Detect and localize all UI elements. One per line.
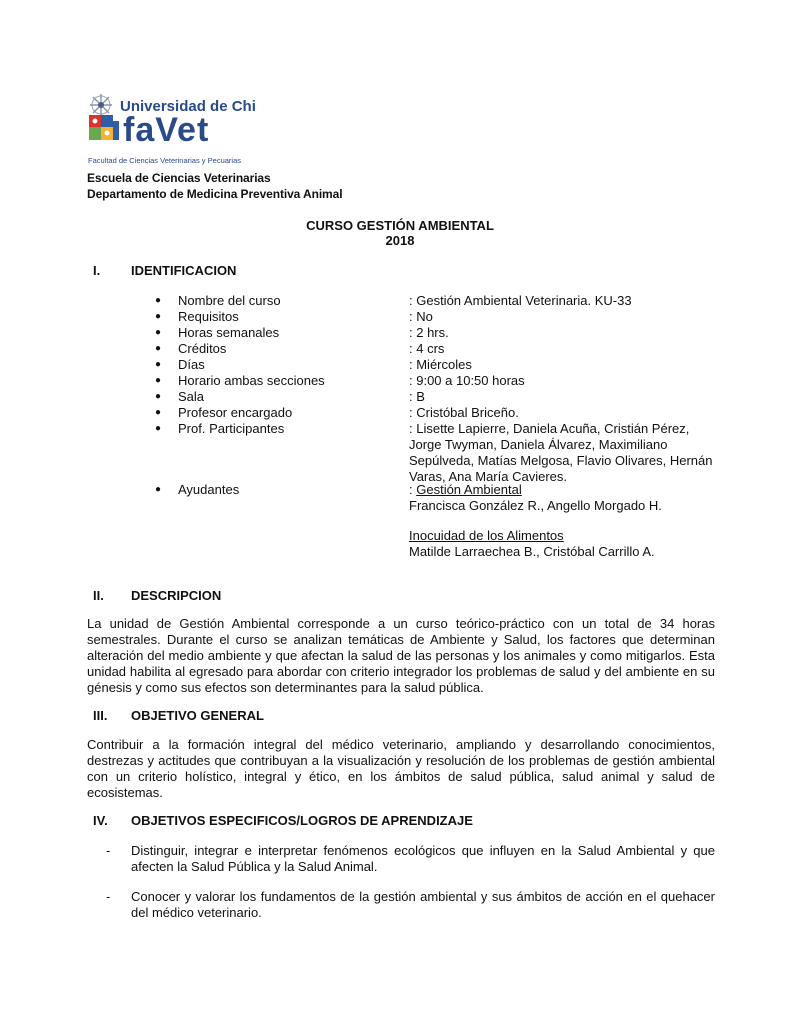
ident-label: Prof. Participantes	[178, 421, 285, 436]
ident-value: : B	[409, 389, 425, 404]
university-logo	[86, 93, 256, 165]
ident-label: Días	[178, 357, 205, 372]
bullet-icon: ●	[155, 484, 162, 495]
mosaic-icon	[89, 115, 119, 140]
ayudantes-names: Francisca González R., Angello Morgado H.	[409, 498, 662, 513]
ident-value: : Cristóbal Briceño.	[409, 405, 519, 420]
section-number: I.	[93, 263, 101, 278]
ayudantes-names: Matilde Larraechea B., Cristóbal Carrillo A.	[409, 544, 655, 559]
paragraph-line: alteración del medio ambiente y que afectan la salud de las personas y los animales y como mitigarlos. Esta	[87, 648, 715, 663]
participantes-line: Varas, Ana María Cavieres.	[409, 469, 567, 484]
ident-label: Horas semanales	[178, 325, 280, 340]
bullet-icon: ●	[155, 375, 162, 386]
bullet-icon: ●	[155, 407, 162, 418]
objetivo-line: Distinguir, integrar e interpretar fenómenos ecológicos que influyen en la Salud Ambiental y que	[131, 843, 715, 858]
ident-label: Horario ambas secciones	[178, 373, 325, 388]
ayudantes-list	[409, 482, 719, 560]
ident-row	[0, 357, 800, 373]
descripcion-paragraph	[87, 616, 715, 696]
ident-row	[0, 325, 800, 341]
paragraph-line: semestrales. Durante el curso se analizan temáticas de Ambiente y Salud, los factores que determinan	[87, 632, 715, 647]
ayudantes-group-title: Inocuidad de los Alimentos	[409, 528, 564, 543]
section-title-descripcion: DESCRIPCION	[131, 588, 222, 603]
paragraph-line: génesis y como sus efectos son determinantes para la salud pública.	[87, 680, 484, 695]
paragraph-line: ecosistemas.	[87, 785, 163, 800]
paragraph-line: con un criterio holístico, integral y ético, en los ámbitos de salud pública, salud animal y salud de	[87, 769, 715, 784]
ident-label: Ayudantes	[178, 482, 240, 497]
objetivo-line: Conocer y valorar los fundamentos de la gestión ambiental y sus ámbitos de acción en el quehacer	[131, 889, 715, 904]
objetivo-line: del médico veterinario.	[131, 905, 262, 920]
participantes-list	[409, 421, 719, 485]
objetivo-item	[131, 889, 715, 921]
participantes-line: Sepúlveda, Matías Melgosa, Flavio Olivares, Hernán	[409, 453, 713, 468]
favet-wordmark: faVet	[123, 111, 210, 149]
bullet-icon: ●	[155, 423, 162, 434]
section-title-objetivo-general: OBJETIVO GENERAL	[131, 708, 264, 723]
ident-value: : 4 crs	[409, 341, 445, 356]
section-number: IV.	[93, 813, 108, 828]
objetivo-item	[131, 843, 715, 875]
ident-value: : No	[409, 309, 433, 324]
section-number: II.	[93, 588, 104, 603]
section-title-identificacion: IDENTIFICACION	[131, 263, 237, 278]
participantes-line: Jorge Twyman, Daniela Álvarez, Maximiliano	[409, 437, 668, 452]
ident-value: : 9:00 a 10:50 horas	[409, 373, 525, 388]
bullet-icon: ●	[155, 311, 162, 322]
paragraph-line: unidad habilita al egresado para abordar con criterio integrador los problemas de salud y del ambiente en su	[87, 664, 715, 679]
bullet-icon: ●	[155, 295, 162, 306]
ident-label: Profesor encargado	[178, 405, 293, 420]
bullet-icon: ●	[155, 391, 162, 402]
course-title: CURSO GESTIÓN AMBIENTAL	[306, 218, 494, 233]
dash-marker: -	[106, 889, 111, 904]
ident-label: Sala	[178, 389, 205, 404]
participantes-line: : Lisette Lapierre, Daniela Acuña, Cristián Pérez,	[409, 421, 690, 436]
favet-logo-graphic	[86, 93, 256, 165]
paragraph-line: La unidad de Gestión Ambiental corresponde a un curso teórico-práctico con un total de 34 horas	[87, 616, 715, 631]
ayudantes-group-title: Gestión Ambiental	[416, 482, 522, 497]
ayudantes-colon: :	[409, 482, 417, 497]
university-name: Universidad de Chile	[120, 98, 256, 115]
course-year: 2018	[385, 233, 415, 248]
section-number: III.	[93, 708, 108, 723]
department-name: Departamento de Medicina Preventiva Animal	[87, 187, 343, 201]
bullet-icon: ●	[155, 327, 162, 338]
ident-value: : Miércoles	[409, 357, 472, 372]
ident-label: Nombre del curso	[178, 293, 281, 308]
objetivo-general-paragraph	[87, 737, 715, 801]
ident-row	[0, 373, 800, 389]
section-title-objetivos-especificos: OBJETIVOS ESPECIFICOS/LOGROS DE APRENDIZAJE	[131, 813, 473, 828]
ident-row	[0, 309, 800, 325]
objetivo-line: afecten la Salud Pública y la Salud Animal.	[131, 859, 378, 874]
ident-label: Requisitos	[178, 309, 239, 324]
bullet-icon: ●	[155, 343, 162, 354]
ident-label: Créditos	[178, 341, 227, 356]
ident-value: : 2 hrs.	[409, 325, 449, 340]
ident-row	[0, 293, 800, 309]
faculty-name: Facultad de Ciencias Veterinarias y Pecuarias	[88, 156, 241, 165]
bullet-icon: ●	[155, 359, 162, 370]
ident-row	[0, 389, 800, 405]
dash-marker: -	[106, 843, 111, 858]
school-name: Escuela de Ciencias Veterinarias	[87, 171, 271, 185]
ident-row	[0, 341, 800, 357]
paragraph-line: Contribuir a la formación integral del médico veterinario, ampliando y desarrollando conocimientos,	[87, 737, 715, 752]
ident-row	[0, 405, 800, 421]
paragraph-line: destrezas y actitudes que contribuyan a la visualización y resolución de los problemas de gestión ambiental	[87, 753, 715, 768]
ident-value: : Gestión Ambiental Veterinaria. KU-33	[409, 293, 632, 308]
star-emblem-icon	[90, 94, 112, 116]
